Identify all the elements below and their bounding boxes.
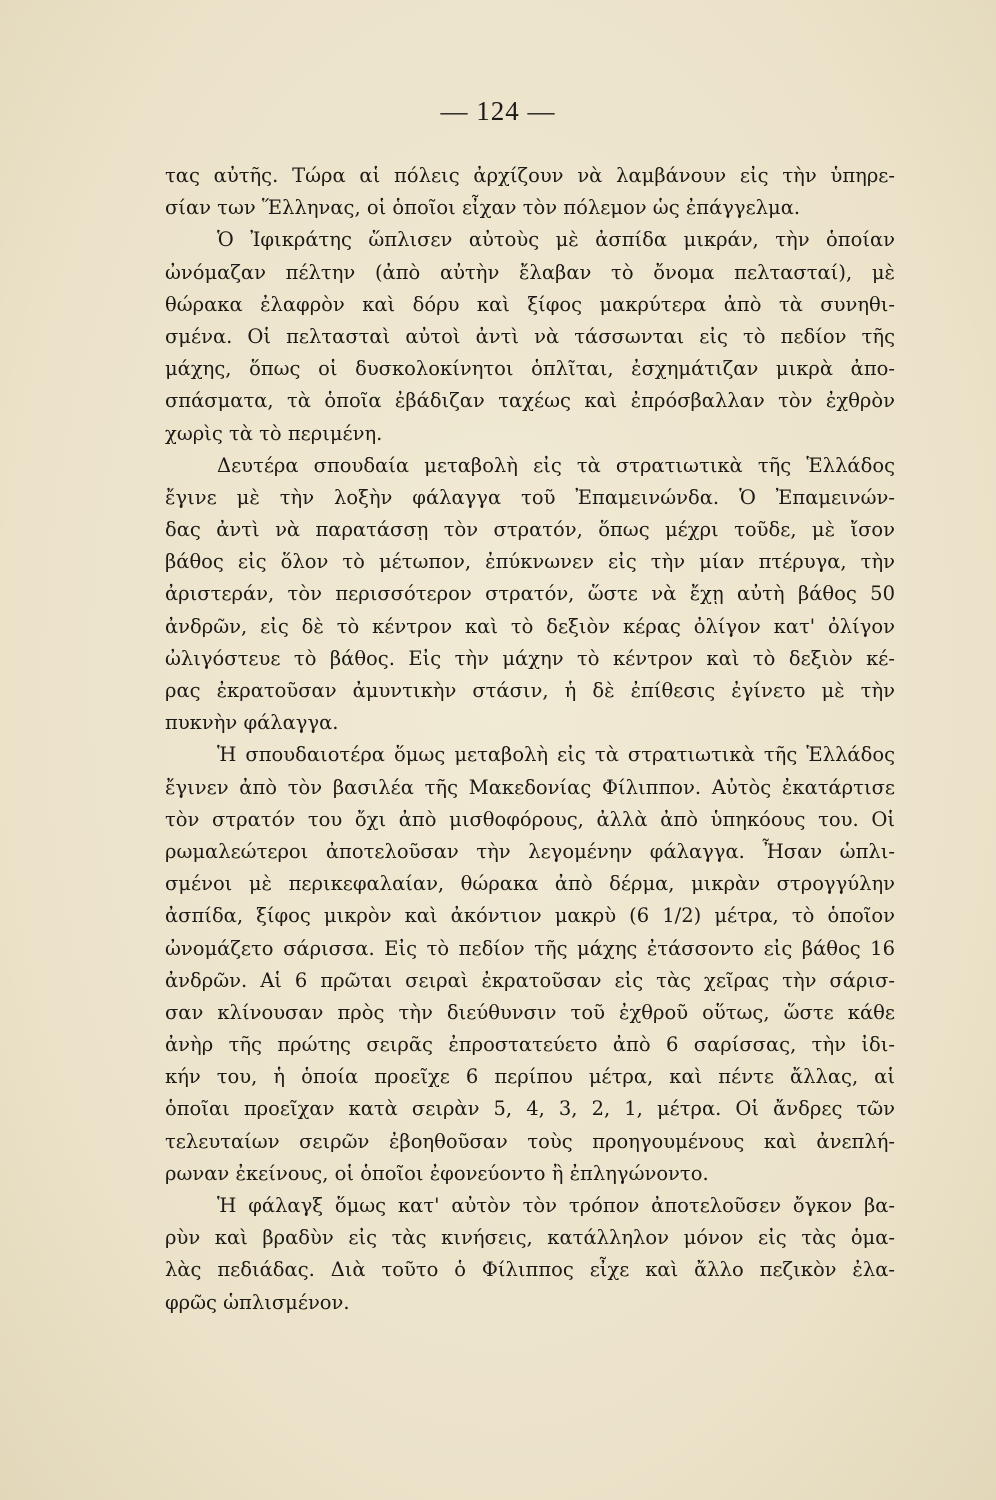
paragraph-4-line-14: ρωναν ἐκείνους, οἱ ὁποῖοι ἐφονεύοντο ἢ ἐπληγώνοντο. — [165, 1161, 709, 1185]
paragraph-2-line-5: μάχης, ὅπως οἱ δυσκολοκίνητοι ὁπλῖται, ἐσχημάτιζαν μικρὰ ἀπο- — [165, 357, 895, 381]
paragraph-4-line-9: σαν κλίνουσαν πρὸς τὴν διεύθυνσιν τοῦ ἐχθροῦ οὕτως, ὥστε κάθε — [165, 1000, 895, 1024]
paragraph-5-line-3: λὰς πεδιάδας. Διὰ τοῦτο ὁ Φίλιππος εἶχε καὶ ἄλλο πεζικὸν ἐλα- — [165, 1258, 895, 1282]
paragraph-4-line-5: σμένοι μὲ περικεφαλαίαν, θώρακα ἀπὸ δέρμα, μικρὰν στρογγύλην — [165, 872, 895, 896]
paragraph-2-line-6: σπάσματα, τὰ ὁποῖα ἐβάδιζαν ταχέως καὶ ἐπρόσβαλλαν τὸν ἐχθρὸν — [165, 389, 895, 413]
paragraph-5-line-2: ρὺν καὶ βραδὺν εἰς τὰς κινήσεις, κατάλληλον μόνον εἰς τὰς ὁμα- — [165, 1226, 895, 1250]
paragraph-2-line-3: θώρακα ἐλαφρὸν καὶ δόρυ καὶ ξίφος μακρύτερα ἀπὸ τὰ συνηθι- — [165, 292, 895, 316]
paragraph-2-line-7: χωρὶς τὰ τὸ περιμένη. — [165, 421, 383, 445]
paragraph-3-line-1: Δευτέρα σπουδαία μεταβολὴ εἰς τὰ στρατιωτικὰ τῆς Ἑλλάδος — [217, 453, 895, 477]
page-number: — 124 — — [440, 96, 556, 126]
paragraph-4-line-13: τελευταίων σειρῶν ἐβοηθοῦσαν τοὺς προηγουμένους καὶ ἀνεπλή- — [165, 1129, 895, 1153]
paragraph-2-line-2: ὠνόμαζαν πέλτην (ἀπὸ αὐτὴν ἔλαβαν τὸ ὄνομα πελτασταί), μὲ — [165, 260, 895, 284]
paragraph-4-line-3: τὸν στρατόν του ὄχι ἀπὸ μισθοφόρους, ἀλλὰ ἀπὸ ὑπηκόους του. Οἱ — [165, 807, 895, 831]
paragraph-3-line-9: πυκνὴν φάλαγγα. — [165, 711, 339, 735]
paragraph-2-line-4: σμένα. Οἱ πελτασταὶ αὐτοὶ ἀντὶ νὰ τάσσωνται εἰς τὸ πεδίον τῆς — [165, 324, 895, 348]
paragraph-3-line-4: βάθος εἰς ὅλον τὸ μέτωπον, ἐπύκνωνεν εἰς τὴν μίαν πτέρυγα, τὴν — [165, 550, 895, 574]
paragraph-4-line-10: ἀνὴρ τῆς πρώτης σειρᾶς ἐπροστατεύετο ἀπὸ 6 σαρίσσας, τὴν ἰδι- — [165, 1033, 895, 1057]
paragraph-4-line-7: ὠνομάζετο σάρισσα. Εἰς τὸ πεδίον τῆς μάχης ἐτάσσοντο εἰς βάθος 16 — [165, 936, 895, 960]
paragraph-1-line-2: σίαν των Ἕλληνας, οἱ ὁποῖοι εἶχαν τὸν πόλεμον ὡς ἐπάγγελμα. — [165, 196, 801, 220]
paragraph-3-line-5: ἀριστεράν, τὸν περισσότερον στρατόν, ὥστε νὰ ἔχῃ αὐτὴ βάθος 50 — [165, 582, 895, 606]
paragraph-1-line-1: τας αὐτῆς. Τώρα αἱ πόλεις ἀρχίζουν νὰ λαμβάνουν εἰς τὴν ὑπηρε- — [165, 164, 895, 187]
text-body — [165, 160, 895, 1319]
paragraph-3-line-3: δας ἀντὶ νὰ παρατάσσῃ τὸν στρατόν, ὅπως μέχρι τοῦδε, μὲ ἴσον — [165, 518, 895, 542]
paragraph-4-line-11: κήν του, ἡ ὁποία προεῖχε 6 περίπου μέτρα, καὶ πέντε ἄλλας, αἱ — [165, 1065, 895, 1089]
paragraph-4-line-12: ὁποῖαι προεῖχαν κατὰ σειρὰν 5, 4, 3, 2, 1, μέτρα. Οἱ ἄνδρες τῶν — [165, 1097, 895, 1121]
paragraph-3-line-6: ἀνδρῶν, εἰς δὲ τὸ κέντρον καὶ τὸ δεξιὸν κέρας ὀλίγον κατ' ὀλίγον — [165, 614, 895, 638]
paragraph-4-line-2: ἔγινεν ἀπὸ τὸν βασιλέα τῆς Μακεδονίας Φίλιππον. Αὐτὸς ἐκατάρτισε — [165, 775, 895, 799]
paragraph-4-line-8: ἀνδρῶν. Αἱ 6 πρῶται σειραὶ ἐκρατοῦσαν εἰς τὰς χεῖρας τὴν σάρισ- — [165, 968, 895, 992]
paragraph-3-line-2: ἔγινε μὲ τὴν λοξὴν φάλαγγα τοῦ Ἐπαμεινώνδα. Ὁ Ἐπαμεινών- — [165, 485, 895, 509]
paragraph-4-line-6: ἀσπίδα, ξίφος μικρὸν καὶ ἀκόντιον μακρὺ (6 1/2) μέτρα, τὸ ὁποῖον — [165, 904, 895, 928]
paragraph-3-line-7: ὠλιγόστευε τὸ βάθος. Εἰς τὴν μάχην τὸ κέντρον καὶ τὸ δεξιὸν κέ- — [165, 646, 895, 670]
paragraph-4-line-4: ρωμαλεώτεροι ἀποτελοῦσαν τὴν λεγομένην φάλαγγα. Ἦσαν ὡπλι- — [165, 839, 895, 863]
paragraph-5-line-4: φρῶς ὡπλισμένον. — [165, 1290, 350, 1314]
paragraph-4-line-1: Ἡ σπουδαιοτέρα ὅμως μεταβολὴ εἰς τὰ στρατιωτικὰ τῆς Ἑλλάδος — [217, 743, 895, 767]
paragraph-5-line-1: Ἡ φάλαγξ ὅμως κατ' αὐτὸν τὸν τρόπον ἀποτελοῦσεν ὄγκον βα- — [217, 1194, 895, 1217]
paragraph-2-line-1: Ὁ Ἰφικράτης ὥπλισεν αὐτοὺς μὲ ἀσπίδα μικράν, τὴν ὁποίαν — [217, 228, 895, 252]
paragraph-3-line-8: ρας ἐκρατοῦσαν ἀμυντικὴν στάσιν, ἡ δὲ ἐπίθεσις ἐγίνετο μὲ τὴν — [165, 679, 895, 702]
